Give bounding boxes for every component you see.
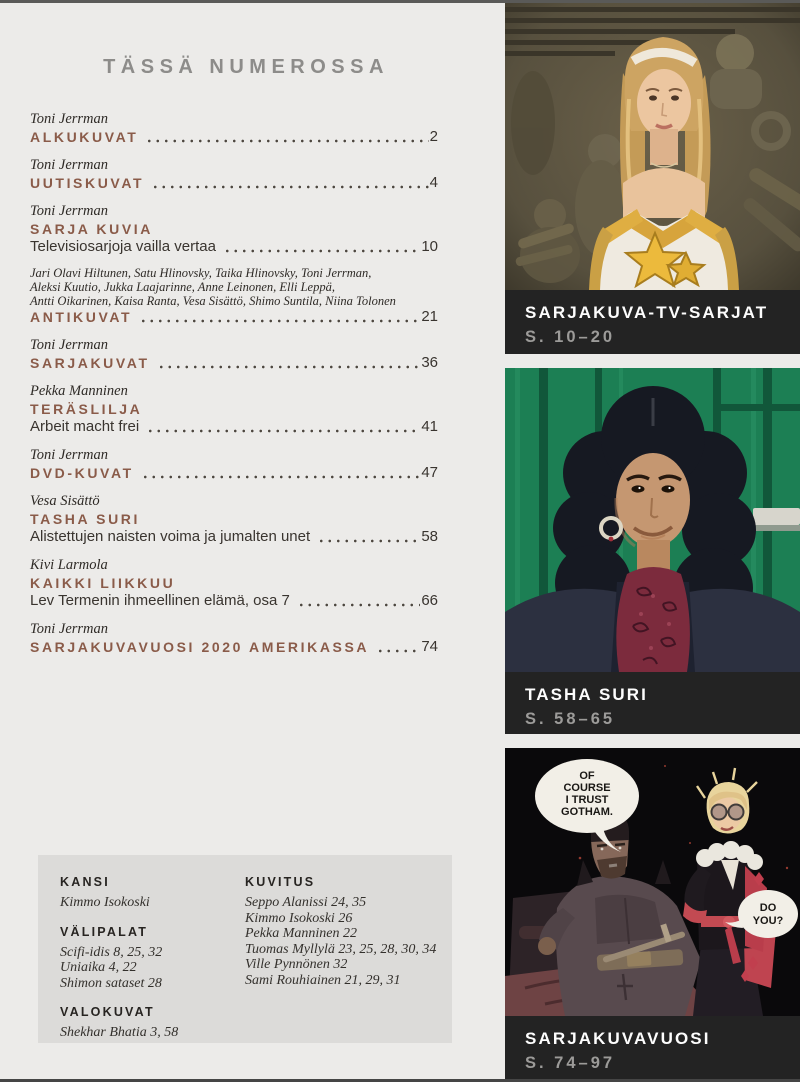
dot-leader bbox=[141, 475, 421, 479]
feature-pages: S. 74–97 bbox=[525, 1054, 616, 1072]
toc-entry bbox=[30, 382, 438, 436]
dot-leader bbox=[157, 365, 421, 369]
toc-page-number: 4 bbox=[429, 174, 438, 191]
spacer bbox=[505, 734, 800, 748]
toc-page-number: 66 bbox=[421, 592, 438, 609]
toc-authors: Toni Jerrman bbox=[30, 111, 109, 127]
credits-line: Uniaika 4, 22 bbox=[60, 960, 137, 975]
toc-entry bbox=[30, 446, 438, 482]
toc-entry-title: SARJAKUVAT bbox=[30, 355, 150, 371]
toc-entry bbox=[30, 556, 438, 610]
toc-page-number: 36 bbox=[421, 354, 438, 371]
svg-text:OF: OF bbox=[579, 770, 595, 782]
feature-card bbox=[505, 748, 800, 1082]
dot-leader bbox=[145, 139, 428, 143]
toc-entry-title: ALKUKUVAT bbox=[30, 129, 139, 145]
toc-page-number: 47 bbox=[421, 464, 438, 481]
toc-entry-title: TERÄSLILJA bbox=[30, 401, 143, 417]
credits-line: Seppo Alanissi 24, 35 bbox=[245, 895, 367, 910]
toc-authors: Kivi Larmola bbox=[30, 557, 108, 573]
toc-page-number: 21 bbox=[421, 308, 438, 325]
toc-entry bbox=[30, 620, 438, 656]
toc-entry-title: SARJA KUVIA bbox=[30, 221, 153, 237]
toc-page-number: 10 bbox=[421, 238, 438, 255]
svg-text:DO: DO bbox=[759, 902, 777, 914]
credits-line: Scifi-idis 8, 25, 32 bbox=[60, 944, 163, 960]
credits-line: Kimmo Isokoski bbox=[60, 895, 150, 910]
feature-title: SARJAKUVA-TV-SARJAT bbox=[525, 303, 769, 322]
dot-leader bbox=[376, 649, 420, 653]
dot-leader bbox=[139, 319, 420, 323]
feature-card bbox=[505, 3, 800, 354]
feature-column bbox=[505, 3, 800, 1082]
page-title: TÄSSÄ NUMEROSSA bbox=[103, 56, 389, 78]
toc-entry-subtitle: Alistettujen naisten voima ja jumalten unet bbox=[30, 528, 311, 545]
toc-entry-title: TASHA SURI bbox=[30, 511, 140, 527]
feature-title: TASHA SURI bbox=[525, 685, 648, 704]
spacer bbox=[505, 354, 800, 368]
svg-text:GOTHAM.: GOTHAM. bbox=[561, 806, 613, 818]
toc-entry bbox=[30, 266, 438, 326]
credits-line: Sami Rouhiainen 21, 29, 31 bbox=[245, 972, 401, 988]
credits-line: Tuomas Myllylä 23, 25, 28, 30, 34 bbox=[245, 941, 437, 957]
toc-authors: Vesa Sisättö bbox=[30, 493, 100, 509]
toc-entry-title: SARJAKUVAVUOSI 2020 AMERIKASSA bbox=[30, 639, 370, 655]
toc-entry-subtitle: Arbeit macht frei bbox=[30, 418, 140, 435]
dot-leader bbox=[146, 429, 420, 433]
dot-leader bbox=[297, 603, 420, 607]
feature-title: SARJAKUVAVUOSI bbox=[525, 1029, 711, 1048]
dot-leader bbox=[151, 185, 429, 189]
toc-authors: Toni Jerrman bbox=[30, 203, 109, 219]
toc-page-number: 41 bbox=[421, 418, 438, 435]
feature-pages: S. 10–20 bbox=[525, 328, 616, 346]
toc-entry-title: DVD-KUVAT bbox=[30, 465, 134, 481]
credits-line: Shekhar Bhatia 3, 58 bbox=[60, 1025, 179, 1040]
credits-line: Pekka Manninen 22 bbox=[245, 926, 357, 941]
credits-heading: KUVITUS bbox=[245, 875, 316, 889]
svg-text:I TRUST: I TRUST bbox=[565, 794, 609, 806]
toc-entry bbox=[30, 492, 438, 546]
credits-line: Ville Pynnönen 32 bbox=[245, 957, 348, 972]
credits-line: Kimmo Isokoski 26 bbox=[245, 910, 353, 926]
toc-entry-title: ANTIKUVAT bbox=[30, 309, 133, 325]
toc-entry bbox=[30, 202, 438, 256]
toc-authors: Antti Oikarinen, Kaisa Ranta, Vesa Sisättö, Shimo Suntila, Niina Tolonen bbox=[30, 294, 396, 308]
credits-heading: KANSI bbox=[60, 875, 110, 889]
toc-page-number: 58 bbox=[421, 528, 438, 545]
feature-caption bbox=[505, 1016, 800, 1082]
toc-authors: Pekka Manninen bbox=[30, 383, 128, 399]
feature-caption bbox=[505, 672, 800, 734]
batman-harley-comic-panel bbox=[505, 748, 800, 1016]
toc-entry-subtitle: Televisiosarjoja vailla vertaa bbox=[30, 238, 216, 255]
feature-pages: S. 58–65 bbox=[525, 710, 616, 728]
credits-heading: VALOKUVAT bbox=[60, 1005, 155, 1019]
toc-authors: Jari Olavi Hiltunen, Satu Hlinovsky, Taika Hlinovsky, Toni Jerrman, bbox=[30, 266, 372, 280]
toc-authors: Toni Jerrman bbox=[30, 621, 109, 637]
toc-entry bbox=[30, 156, 438, 192]
toc-authors: Toni Jerrman bbox=[30, 157, 109, 173]
svg-text:YOU?: YOU? bbox=[752, 915, 784, 927]
toc-entry-title: KAIKKI LIIKKUU bbox=[30, 575, 176, 591]
dot-leader bbox=[223, 249, 420, 253]
toc-page-number: 2 bbox=[429, 128, 438, 145]
starlight-superhero-photo bbox=[505, 3, 800, 290]
toc-entry-subtitle: Lev Termenin ihmeellinen elämä, osa 7 bbox=[30, 592, 290, 609]
credits-heading: VÄLIPALAT bbox=[60, 924, 149, 939]
credits-line: Shimon sataset 28 bbox=[60, 975, 162, 991]
svg-text:COURSE: COURSE bbox=[563, 782, 611, 794]
toc-authors: Toni Jerrman bbox=[30, 337, 109, 353]
credits-column-left bbox=[60, 875, 240, 1041]
credits-box bbox=[38, 855, 452, 1043]
toc-entry bbox=[30, 110, 438, 146]
feature-card bbox=[505, 368, 800, 734]
toc-authors: Toni Jerrman bbox=[30, 447, 109, 463]
toc-page-number: 74 bbox=[421, 638, 438, 655]
credits-column-right bbox=[245, 875, 450, 988]
toc-list bbox=[30, 110, 438, 666]
dot-leader bbox=[317, 539, 420, 543]
toc-entry bbox=[30, 336, 438, 372]
toc-entry-title: UUTISKUVAT bbox=[30, 175, 145, 191]
tasha-suri-portrait-photo bbox=[505, 368, 800, 672]
toc-authors: Aleksi Kuutio, Jukka Laajarinne, Anne Leinonen, Elli Leppä, bbox=[30, 280, 335, 294]
feature-caption bbox=[505, 290, 800, 354]
